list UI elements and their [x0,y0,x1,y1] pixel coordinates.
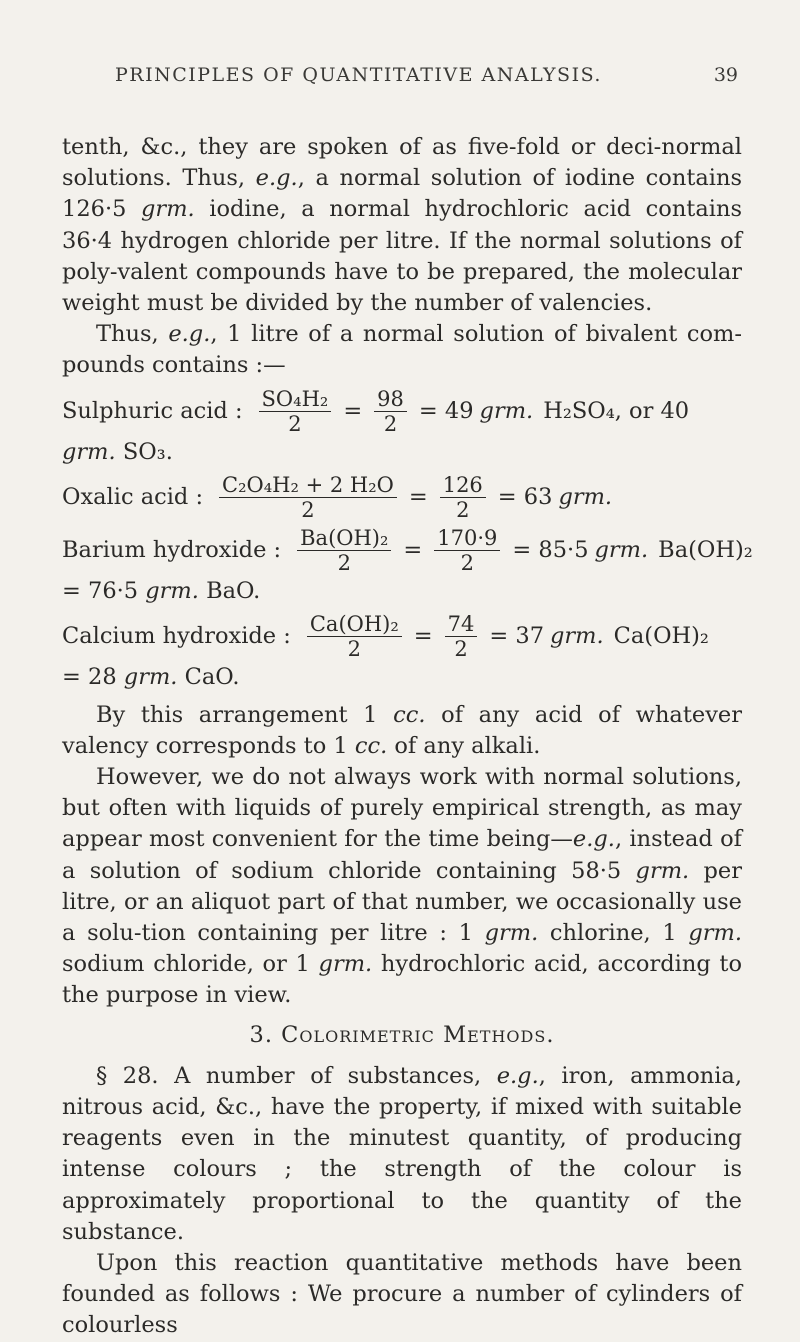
page-header [115,64,738,94]
paragraph-reaction: Upon this reaction quantitative methods have been founded as follows : We procure a number of cylinders of colourless [62,1250,742,1339]
equation-sulphuric-acid: Sulphuric acid : $\frac{\text{SO₄H₂}}{2}$ = $\frac{98}{2}$ = 49 grm. H₂SO₄, or 40 [62,386,690,436]
equation-calcium-hydroxide: Calcium hydroxide : $\frac{\text{Ca(OH)₂}}{2}$ = $\frac{74}{2}$ = 37 grm. Ca(OH)₂ [62,612,709,662]
page-body [62,132,753,1342]
paragraph-empirical-strength: However, we do not always work with normal solutions, but often with liquids of purely empirical strength, as may appear most convenient for the time being—e.g., instead of a solution of sodium chloride containing 58·5 grm. per litre, or an aliquot part of that number, we occasionally use a solu-tion containing per litre : 1 grm. chlorine, 1 grm. sodium chloride, or 1 grm. hydrochloric acid, according to the purpose in view. [62,764,743,1009]
section-heading: 3. Colorimetric Methods. [249,1021,555,1048]
running-head: PRINCIPLES OF QUANTITATIVE ANALYSIS. [115,64,602,86]
equation-oxalic-acid: Oxalic acid : $\frac{\text{C₂O₄H₂ + 2 H₂O}}{2}$ = $\frac{126}{2}$ = 63 grm. [62,472,613,522]
equation-sulphuric-continuation: grm. SO₃. [62,438,173,465]
paragraph-colorimetric: § 28. A number of substances, e.g., iron, ammonia, nitrous acid, &c., have the property, if mixed with suitable reagents even in the minutest quantity, of producing intense colours ; the strength of the colour is approximately proportional to the quantity of the substance. [62,1062,742,1245]
equation-barium-hydroxide: Barium hydroxide : $\frac{\text{Ba(OH)₂}}{2}$ = $\frac{170\cdot 9}{2}$ = 85·5 grm. Ba(OH)₂ [62,526,753,576]
page-number: 39 [713,64,738,86]
paragraph-bivalent: Thus, e.g., 1 litre of a normal solution of bivalent com-pounds contains :— [62,321,742,379]
equation-barium-continuation: = 76·5 grm. BaO. [62,578,261,605]
paragraph-normal-solutions: tenth, &c., they are spoken of as five-fold or deci-normal solutions. Thus, e.g., a normal solution of iodine contains 126·5 grm. iodine, a normal hydrochloric acid contains 36·4 hydrogen chloride per litre. If the normal solutions of poly-valent compounds have to be prepared, the molecular weight must be divided by the number of valencies. [62,134,743,317]
paragraph-arrangement: By this arrangement 1 cc. of any acid of whatever valency corresponds to 1 cc. of any alkali. [62,701,742,759]
equation-calcium-continuation: = 28 grm. CaO. [62,664,240,691]
